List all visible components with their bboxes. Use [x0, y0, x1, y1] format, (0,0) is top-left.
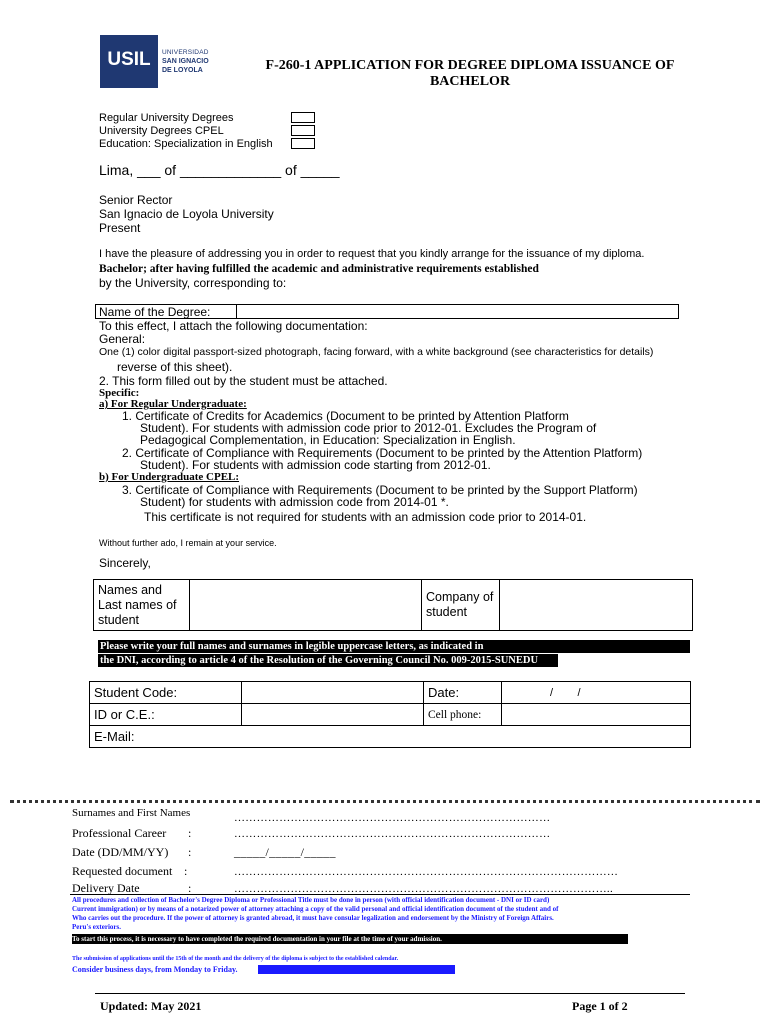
company-input[interactable]	[500, 580, 693, 631]
date-input[interactable]: / /	[502, 682, 691, 704]
procedures-text	[72, 896, 558, 932]
item-line: 2. Certificate of Compliance with Requirements (Document to be printed by the Attention Platform)	[122, 446, 643, 460]
degree-type-label: University Degrees CPEL	[99, 125, 224, 137]
redaction-bar	[258, 965, 455, 974]
degree-type-regular-checkbox[interactable]	[291, 112, 315, 123]
footer-rule	[95, 993, 685, 994]
id-input[interactable]	[242, 704, 424, 726]
names-input[interactable]	[190, 580, 422, 631]
degree-type-cpel	[99, 125, 224, 137]
attach-regular-item-1	[122, 410, 596, 446]
names-table	[93, 579, 693, 631]
procedures-line: Peru's exteriors.	[72, 923, 121, 931]
attach-general-item-1-cont: reverse of this sheet).	[117, 360, 233, 374]
stub-career-colon: :	[188, 826, 192, 840]
footer-updated: Updated: May 2021	[100, 999, 202, 1013]
title-line-1: F-260-1 APPLICATION FOR DEGREE DIPLOMA ISSUANCE OF	[265, 58, 675, 73]
degree-type-regular	[99, 112, 234, 124]
procedures-line: All procedures and collection of Bachelor's Degree Diploma or Professional Title must be done in person (with official identification document - DNI or ID card)	[72, 896, 550, 904]
stub-career-dots: …………………………………………………………………………	[234, 828, 551, 840]
stub-names-dots: …………………………………………………………………………	[234, 812, 551, 824]
procedures-line-5: The submission of applications until the 15th of the month and the delivery of the diploma is subject to the established calendar.	[72, 956, 399, 962]
attach-intro: To this effect, I attach the following documentation:	[99, 319, 368, 333]
degree-name-label: Name of the Degree:	[99, 305, 211, 319]
phone-input[interactable]	[502, 704, 691, 726]
procedures-bar: To start this process, it is necessary to have completed the required documentation in your file at the time of your admission.	[72, 934, 628, 944]
university-logo	[100, 35, 224, 88]
attach-general: General:	[99, 332, 146, 346]
item-line: 3. Certificate of Compliance with Requirements (Document to be printed by the Support Platform)	[122, 483, 638, 497]
item-line: Pedagogical Complementation, in Education: Specialization in English.	[140, 433, 516, 447]
student-code-label: Student Code:	[90, 682, 242, 704]
addressee-university: San Ignacio de Loyola University	[99, 207, 274, 221]
footer-page: Page 1 of 2	[572, 999, 628, 1013]
date-line: Lima, ___ of _____________ of _____	[99, 162, 340, 178]
email-field[interactable]	[90, 726, 691, 748]
attach-cpel-item-3	[122, 484, 638, 508]
company-label-cell	[422, 580, 500, 631]
item-line: 1. Certificate of Credits for Academics (Document to be printed by Attention Platform	[122, 409, 569, 423]
attach-specific: Specific:	[99, 387, 140, 399]
stub-date-blank: _____/_____/_____	[234, 845, 336, 859]
degree-type-english	[99, 138, 273, 150]
stub-delivery-colon: :	[188, 881, 192, 895]
date-label: Date:	[424, 682, 502, 704]
logo-wordmark	[162, 48, 226, 75]
stub-names-label: Surnames and First Names	[72, 807, 191, 819]
procedures-line: Current immigration) or by means of a notarized power of attorney attaching a copy of the valid personal and official identification document of the student and of	[72, 905, 559, 913]
stub-date-label: Date (DD/MM/YY)	[72, 845, 169, 859]
stub-delivery-dots: ………………………………………………………………………………………..	[234, 883, 613, 895]
attach-general-item-2: 2. This form filled out by the student must be attached.	[99, 374, 388, 388]
closing-sincerely: Sincerely,	[99, 556, 151, 570]
degree-name-field[interactable]	[95, 304, 679, 319]
addressee-block	[99, 193, 274, 235]
item-line: Student) for students with admission code from 2014-01 *.	[140, 495, 449, 509]
stub-career-label: Professional Career	[72, 826, 167, 840]
degree-type-cpel-checkbox[interactable]	[291, 125, 315, 136]
company-label-line: Company of	[426, 590, 494, 604]
attach-cpel-note: This certificate is not required for students with an admission code prior to 2014-01.	[144, 510, 587, 524]
stub-doc-label: Requested document	[72, 864, 173, 878]
attach-general-item-1: One (1) color digital passport-sized photograph, facing forward, with a white background (see characteristics for details)	[99, 346, 654, 358]
names-label-cell	[94, 580, 190, 631]
degree-type-label: Regular University Degrees	[99, 112, 234, 124]
degree-type-english-checkbox[interactable]	[291, 138, 315, 149]
company-label-line: student	[426, 605, 468, 619]
email-label: E-Mail:	[94, 729, 135, 744]
logo-line-3: DE LOYOLA	[162, 67, 203, 74]
cut-line	[10, 800, 760, 803]
procedures-rule	[70, 894, 690, 895]
attach-regular-heading: a) For Regular Undergraduate:	[99, 398, 247, 410]
notice-line-2: the DNI, according to article 4 of the Resolution of the Governing Council No. 009-2015-SUNEDU	[98, 654, 558, 667]
intro-line-1: I have the pleasure of addressing you in order to request that you kindly arrange for the issuance of my diploma.	[99, 248, 645, 260]
procedures-line: Who carries out the procedure. If the power of attorney is granted abroad, it must have consular legalization and endorsement by the Ministry of Foreign Affairs.	[72, 914, 554, 922]
item-line: Student). For students with admission code prior to 2012-01. Excludes the Program of	[140, 421, 597, 435]
stub-date-colon: :	[188, 845, 192, 859]
addressee-present: Present	[99, 221, 141, 235]
logo-mark-box	[100, 35, 158, 88]
phone-label: Cell phone:	[424, 704, 502, 726]
addressee-title: Senior Rector	[99, 193, 173, 207]
stub-delivery-label: Delivery Date	[72, 881, 140, 895]
intro-line-3: by the University, corresponding to:	[99, 276, 287, 290]
names-label-line: student	[98, 612, 140, 627]
logo-line-2: SAN IGNACIO	[162, 58, 209, 65]
student-table	[89, 681, 691, 748]
degree-type-label: Education: Specialization in English	[99, 138, 273, 150]
degree-name-divider	[236, 304, 237, 319]
procedures-line-6: Consider business days, from Monday to Friday.	[72, 965, 238, 974]
logo-line-1: UNIVERSIDAD	[162, 49, 209, 56]
logo-mark: USIL	[107, 49, 151, 70]
student-code-input[interactable]	[242, 682, 424, 704]
stub-doc-colon: :	[184, 864, 188, 878]
title-line-2: BACHELOR	[429, 74, 511, 89]
item-line: Student). For students with admission code starting from 2012-01.	[140, 458, 491, 472]
stub-doc-dots: …………………………………………………………………………………………	[234, 866, 619, 878]
attach-regular-item-2	[122, 447, 642, 471]
id-label: ID or C.E.:	[90, 704, 242, 726]
notice-line-1: Please write your full names and surnames in legible uppercase letters, as indicated in	[98, 640, 690, 653]
closing-line: Without further ado, I remain at your service.	[99, 538, 277, 548]
names-label-line: Names and	[98, 582, 162, 597]
form-title	[250, 58, 690, 90]
names-label-line: Last names of	[98, 597, 177, 612]
intro-line-2: Bachelor; after having fulfilled the academic and administrative requirements established	[99, 263, 539, 275]
attach-cpel-heading: b) For Undergraduate CPEL:	[99, 471, 240, 483]
